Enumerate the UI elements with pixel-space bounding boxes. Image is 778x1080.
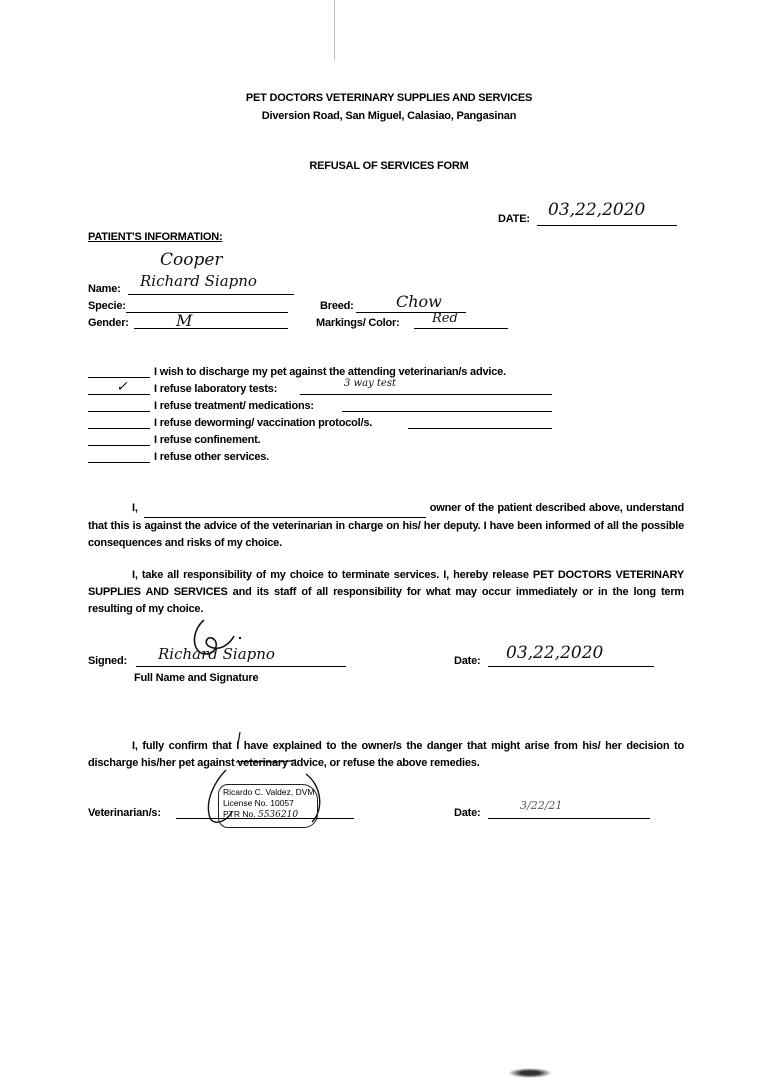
signature-date-line bbox=[488, 666, 654, 667]
company-name: PET DOCTORS VETERINARY SUPPLIES AND SERVICES bbox=[245, 92, 533, 104]
signed-label: Signed: bbox=[88, 655, 127, 667]
option-text: I refuse treatment/ medications: bbox=[154, 400, 314, 412]
markings-line bbox=[414, 328, 508, 329]
specie-label: Specie: bbox=[88, 300, 126, 312]
owner-statement-text: owner of the patient described above, understand that this is against the advice of the veterinarian in charge on his/ her deputy. I have been informed of all the possible consequences and risks of my choice. bbox=[88, 502, 684, 549]
gender-line bbox=[134, 328, 288, 329]
gender-label: Gender: bbox=[88, 317, 129, 329]
scan-artifact-line bbox=[334, 0, 335, 60]
responsibility-statement bbox=[88, 567, 684, 618]
option-text: I refuse laboratory tests: bbox=[154, 383, 278, 395]
breed-label: Breed: bbox=[320, 300, 354, 312]
markings-value: Red bbox=[432, 311, 458, 326]
date-value: 03,22,2020 bbox=[548, 200, 646, 220]
full-name-caption: Full Name and Signature bbox=[134, 672, 259, 684]
date-label: DATE: bbox=[498, 213, 530, 225]
form-title: REFUSAL OF SERVICES FORM bbox=[309, 160, 469, 172]
owner-statement bbox=[88, 500, 684, 552]
vet-date-label: Date: bbox=[454, 807, 481, 819]
name-value: Richard Siapno bbox=[140, 272, 257, 290]
stamp-ptr-value: 5536210 bbox=[257, 810, 299, 820]
vet-date-value: 3/22/21 bbox=[520, 799, 563, 812]
vet-confirm-text: I, fully confirm that I have explained to the owner/s the danger that might arise from his/ her decision to discharge his/her pet against veterinary advice, or refuse the above remedies. bbox=[88, 740, 684, 769]
scan-artifact-smudge bbox=[508, 1068, 552, 1078]
name-label: Name: bbox=[88, 283, 121, 295]
option-text: I wish to discharge my pet against the attending veterinarian/s advice. bbox=[154, 366, 506, 378]
vet-confirm-statement bbox=[88, 738, 684, 772]
name-line bbox=[128, 294, 294, 295]
owner-prefix: I, bbox=[132, 502, 138, 514]
option-detail: 3 way test bbox=[344, 378, 396, 389]
specie-line bbox=[126, 312, 288, 313]
vet-license-stamp bbox=[218, 784, 318, 828]
gender-value: M bbox=[176, 311, 193, 330]
option-mark: ✓ bbox=[116, 379, 128, 395]
pet-name-note: Cooper bbox=[160, 250, 223, 270]
stamp-vet-name: Ricardo C. Valdez, DVM bbox=[223, 787, 315, 797]
signature-date-label: Date: bbox=[454, 655, 481, 667]
stamp-license: License No. 10057 bbox=[223, 798, 294, 808]
date-line bbox=[537, 225, 677, 226]
option-text: I refuse deworming/ vaccination protocol/s. bbox=[154, 417, 373, 429]
option-text: I refuse other services. bbox=[154, 451, 270, 463]
veterinarian-label: Veterinarian/s: bbox=[88, 807, 161, 819]
responsibility-text: I, take all responsibility of my choice to terminate services. I, hereby release PET DOCTORS VETERINARY SUPPLIES AND SERVICES and its staff of all responsibility for what may occur immediately or in the long term resulting of my choice. bbox=[88, 569, 684, 615]
signed-value: Richard Siapno bbox=[158, 645, 275, 663]
option-text: I refuse confinement. bbox=[154, 434, 261, 446]
stamp-ptr-label: PTR No. bbox=[223, 809, 256, 819]
markings-label: Markings/ Color: bbox=[316, 317, 400, 329]
owner-name-blank bbox=[144, 500, 426, 518]
company-address: Diversion Road, San Miguel, Calasiao, Pangasinan bbox=[261, 110, 517, 122]
veterinarian-line bbox=[176, 818, 354, 819]
signed-line bbox=[136, 666, 346, 667]
patient-section-title: PATIENT'S INFORMATION: bbox=[88, 231, 223, 243]
signature-date-value: 03,22,2020 bbox=[506, 643, 604, 663]
vet-date-line bbox=[488, 818, 650, 819]
breed-value: Chow bbox=[396, 292, 442, 311]
